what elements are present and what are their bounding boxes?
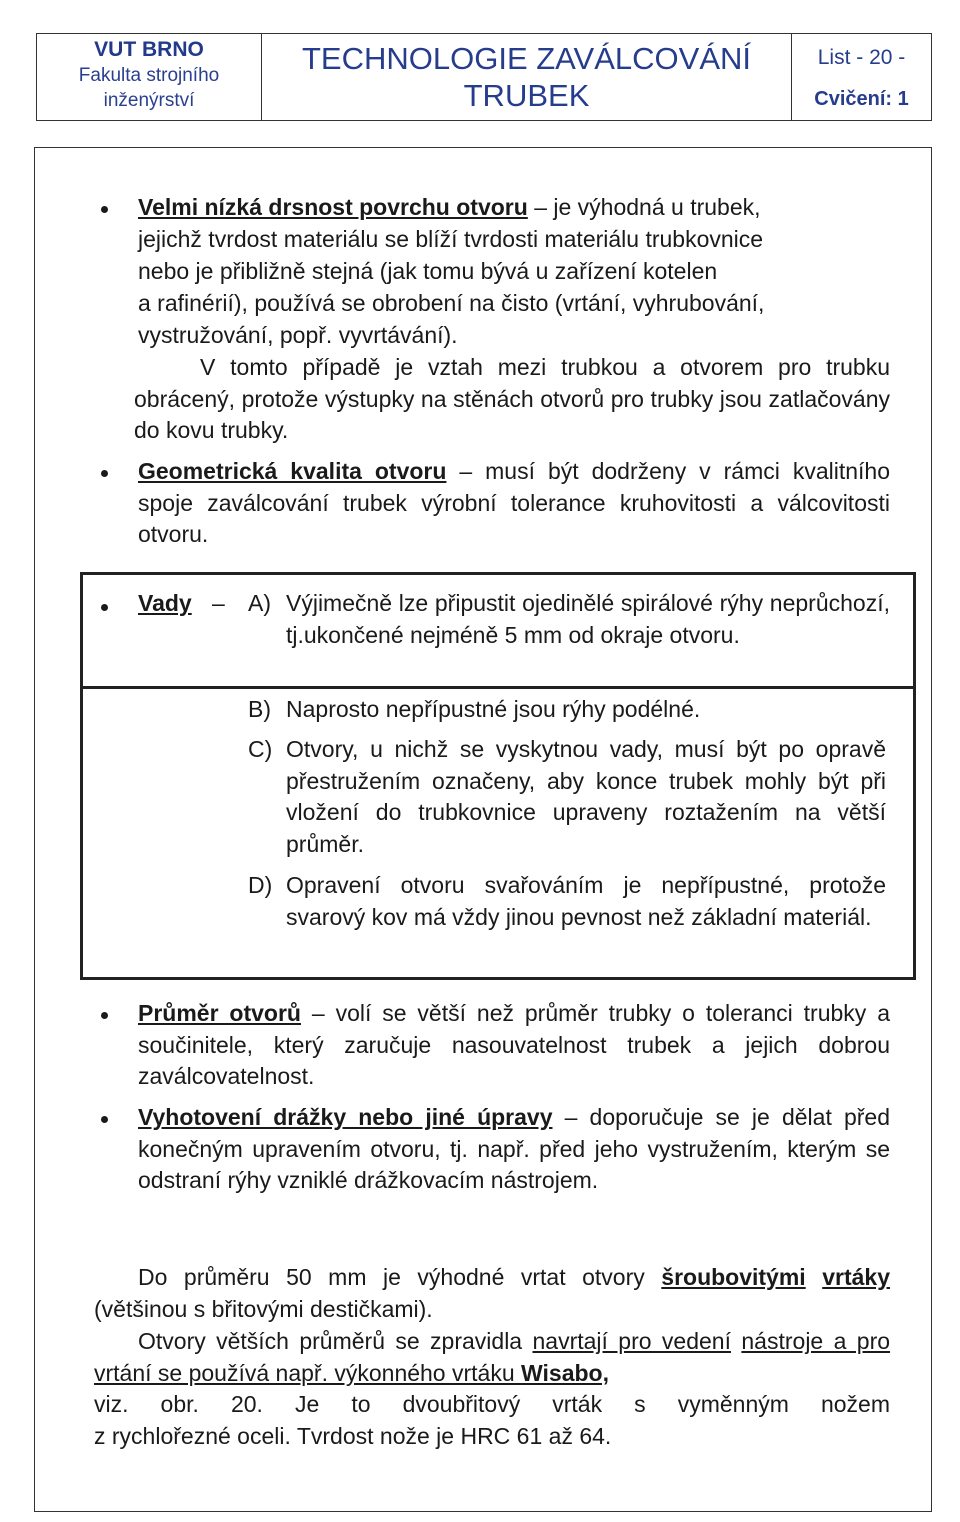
paragraph-roughness-line1: Velmi nízká drsnost povrchu otvoru – je výhodná u trubek,	[138, 194, 761, 220]
bullet-marker	[101, 1116, 108, 1123]
school-name: VUT BRNO	[94, 38, 204, 61]
bullet-marker	[101, 206, 108, 213]
defect-c-text: Otvory, u nichž se vyskytnou vady, musí být po opravě přestružením označeny, aby konce trubek mohly být při vložení do trubkovnice upraveny roztažením na větší průměr.	[286, 736, 886, 857]
defects-box-divider	[80, 686, 916, 689]
paragraph-roughness-note: V tomto případě je vztah mezi trubkou a otvorem pro trubku obrácený, protože výstupky na stěnách otvorů pro trubky jsou zatlačovány do kovu trubky.	[134, 354, 890, 443]
paragraph-roughness-line3: nebo je přibližně stejná (jak tomu bývá u zařízení kotelen	[138, 258, 718, 284]
defect-a-label: A)	[248, 590, 271, 616]
document-title: TECHNOLOGIE ZAVÁLCOVÁNÍ TRUBEK	[301, 41, 751, 113]
defect-c-label: C)	[248, 736, 273, 762]
exercise-number: Cvičení: 1	[814, 88, 909, 110]
bullet-marker	[101, 470, 108, 477]
header-institution	[37, 34, 262, 120]
paragraph-drilling-small: Do průměru 50 mm je výhodné vrtat otvory šroubovitými vrtáky (většinou s břitovými destičkami).	[94, 1264, 890, 1322]
defect-d-text: Opravení otvoru svařováním je nepřípustné, protože svarový kov má vždy jinou pevnost než základní materiál.	[286, 872, 886, 930]
paragraph-roughness-line2: jejichž tvrdost materiálu se blíží tvrdosti materiálu trubkovnice	[138, 226, 764, 252]
paragraph-groove: Vyhotovení drážky nebo jiné úpravy – doporučuje se je dělat před konečným upravením otvoru, tj. např. před jeho vystružením, kterým se odstraní rýhy vzniklé drážkovacím nástrojem.	[138, 1104, 890, 1193]
faculty-name: Fakulta strojního inženýrství	[78, 65, 220, 111]
paragraph-drilling-large-line3: viz. obr. 20. Je to dvoubřitový vrták s vyměnným nožem	[94, 1391, 890, 1417]
header-title	[262, 34, 792, 120]
header-sheet-info	[792, 34, 931, 120]
paragraph-geometric-quality: Geometrická kvalita otvoru – musí být dodrženy v rámci kvalitního spoje zaválcování trubek výrobní tolerance kruhovitosti a válcovitosti otvoru.	[138, 458, 890, 547]
bullet-marker	[101, 1012, 108, 1019]
paragraph-hole-diameter: Průměr otvorů – volí se větší než průměr trubky o toleranci trubky a součinitele, který zaručuje nasouvatelnost trubek a jejich dobrou zaválcovatelnost.	[138, 1000, 890, 1089]
paragraph-roughness-line5: vystružování, popř. vyvrtávání).	[138, 322, 458, 348]
defect-b-text: Naprosto nepřípustné jsou rýhy podélné.	[286, 696, 701, 722]
page-header	[36, 33, 932, 121]
defects-dash: –	[212, 590, 225, 616]
paragraph-drilling-large: Otvory větších průměrů se zpravidla navrtají pro vedení nástroje a pro vrtání se používá např. výkonného vrtáku Wisabo,	[94, 1328, 891, 1386]
paragraph-drilling-large-line4: z rychlořezné oceli. Tvrdost nože je HRC 61 až 64.	[94, 1423, 612, 1449]
defects-term: Vady	[138, 590, 192, 616]
bullet-marker	[101, 604, 108, 611]
defect-a-text: Výjimečně lze připustit ojedinělé spirálové rýhy neprůchozí, tj.ukončené nejméně 5 mm od okraje otvoru.	[286, 590, 890, 648]
defect-b-label: B)	[248, 696, 271, 722]
defect-d-label: D)	[248, 872, 273, 898]
sheet-number: List - 20 -	[817, 46, 906, 69]
paragraph-roughness-line4: a rafinérií), používá se obrobení na čisto (vrtání, vyhrubování,	[138, 290, 765, 316]
